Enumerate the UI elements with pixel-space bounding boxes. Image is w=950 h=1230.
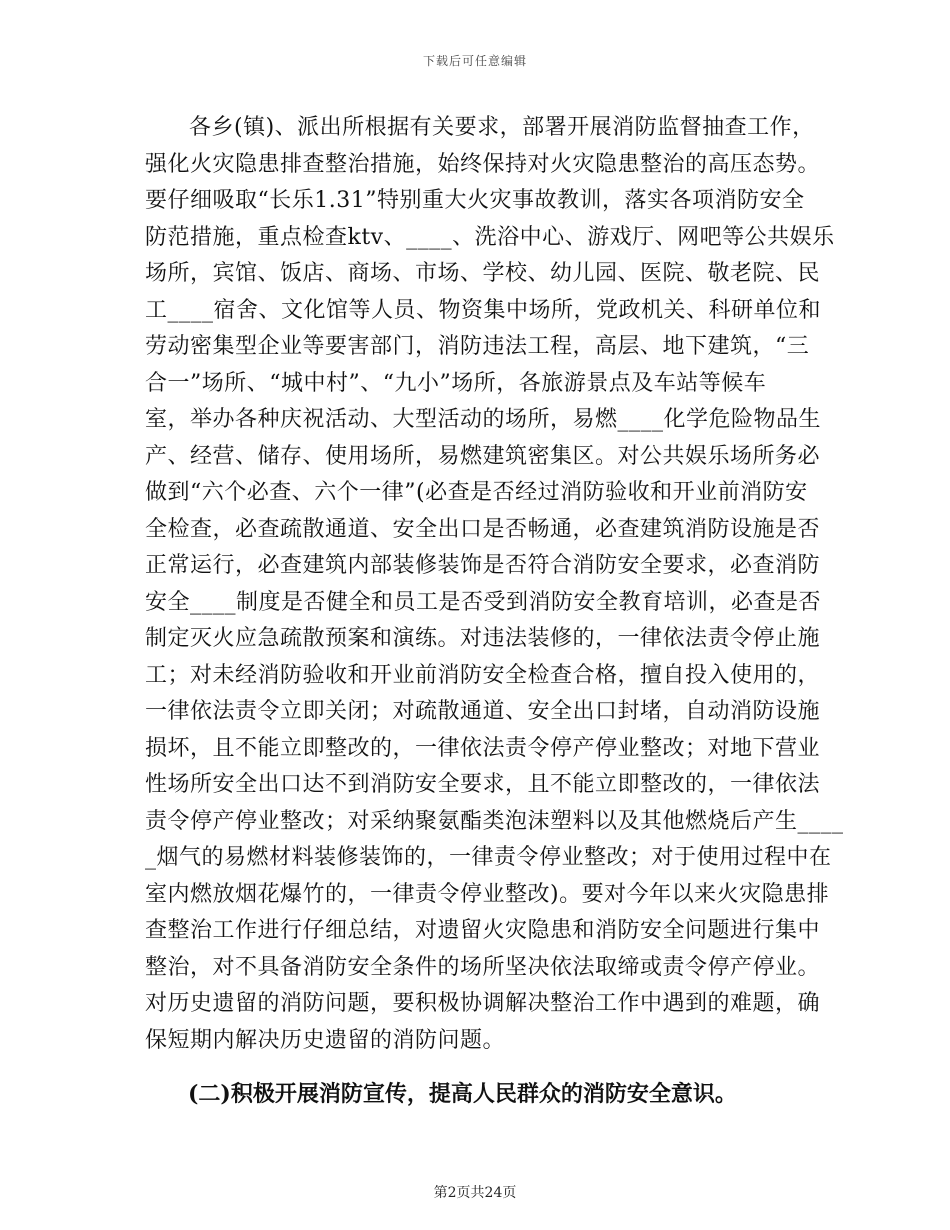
paragraph-line: 对历史遗留的消防问题，要积极协调解决整治工作中遇到的难题，确 bbox=[145, 991, 821, 1016]
paragraph-line: 责令停产停业整改；对采纳聚氨酯类泡沫塑料以及其他燃烧后产生____ bbox=[145, 808, 844, 834]
paragraph-line: 安全____制度是否健全和员工是否受到消防安全教育培训，必查是否 bbox=[145, 589, 822, 615]
page-number: 第2页共24页 bbox=[433, 1185, 517, 1201]
section-heading: (二)积极开展消防宣传，提高人民群众的消防安全意识。 bbox=[188, 1081, 737, 1107]
paragraph-line: 保短期内解决历史遗留的消防问题。 bbox=[145, 1027, 506, 1053]
paragraph-line: 室，举办各种庆祝活动、大型活动的场所，易燃____化学危险物品生 bbox=[145, 407, 822, 432]
paragraph-line: 要仔细吸取“长乐1.31”特别重大火灾事故教训，落实各项消防安全 bbox=[145, 188, 805, 213]
paragraph-line: _烟气的易燃材料装修装饰的，一律责令停业整改；对于使用过程中在 bbox=[145, 845, 832, 870]
document-body bbox=[145, 110, 844, 1059]
paragraph-line: 各乡(镇)、派出所根据有关要求，部署开展消防监督抽查工作， bbox=[189, 115, 815, 140]
paragraph-line: 一律依法责令立即关闭；对疏散通道、安全出口封堵，自动消防设施 bbox=[145, 699, 821, 724]
paragraph-line: 正常运行，必查建筑内部装修装饰是否符合消防安全要求，必查消防 bbox=[145, 553, 821, 578]
paragraph-line: 全检查，必查疏散通道、安全出口是否畅通，必查建筑消防设施是否 bbox=[145, 516, 821, 542]
paragraph-line: 防范措施，重点检查ktv、____、洗浴中心、游戏厅、网吧等公共娱乐 bbox=[145, 224, 835, 250]
paragraph-line: 合一”场所、“城中村”、“九小”场所，各旅游景点及车站等候车 bbox=[145, 370, 767, 396]
paragraph-line: 做到“六个必查、六个一律”(必查是否经过消防验收和开业前消防安 bbox=[145, 480, 808, 505]
paragraph-line: 损坏，且不能立即整改的，一律依法责令停产停业整改；对地下营业 bbox=[145, 735, 821, 761]
paragraph-line: 产、经营、储存、使用场所，易燃建筑密集区。对公共娱乐场所务必 bbox=[145, 443, 821, 469]
paragraph-line: 场所，宾馆、饭店、商场、市场、学校、幼儿园、医院、敬老院、民 bbox=[145, 261, 821, 286]
paragraph-line: 室内燃放烟花爆竹的，一律责令停业整改)。要对今年以来火灾隐患排 bbox=[145, 881, 830, 907]
paragraph-line: 查整治工作进行仔细总结，对遗留火灾隐患和消防安全问题进行集中 bbox=[145, 918, 821, 943]
paragraph-line: 强化火灾隐患排查整治措施，始终保持对火灾隐患整治的高压态势。 bbox=[145, 151, 821, 177]
paragraph-line: 整治，对不具备消防安全条件的场所坚决依法取缔或责令停产停业。 bbox=[145, 954, 821, 980]
page-header-note: 下载后可任意编辑 bbox=[422, 54, 527, 68]
paragraph-line: 性场所安全出口达不到消防安全要求，且不能立即整改的，一律依法 bbox=[145, 772, 821, 797]
paragraph-line: 工____宿舍、文化馆等人员、物资集中场所，党政机关、科研单位和 bbox=[145, 297, 822, 323]
paragraph-line: 劳动密集型企业等要害部门，消防违法工程，高层、地下建筑，“三 bbox=[145, 334, 810, 359]
paragraph-line: 制定灭火应急疏散预案和演练。对违法装修的，一律依法责令停止施 bbox=[145, 626, 821, 651]
paragraph-line: 工；对未经消防验收和开业前消防安全检查合格，擅自投入使用的， bbox=[145, 662, 821, 688]
